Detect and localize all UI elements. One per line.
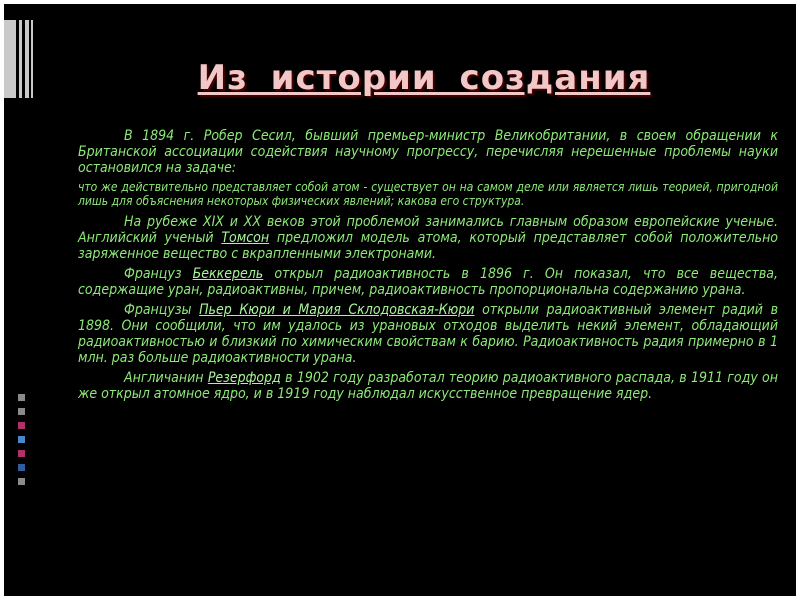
paragraph-6-text-end: в 1902 году разработал теорию радиоактивного распада, в 1911 году он же открыл атомное ядро, и в 1919 году наблюдал искусственное превращение ядер.: [78, 370, 778, 402]
deco-square: [18, 478, 25, 485]
paragraph-2-text: что же действительно представляет собой атом - существует он на самом деле или является лишь теорией, пригодной лишь для объяснения некоторых физических явлений; какова его структура.: [78, 180, 778, 208]
paragraph-3-text-end: предложил модель атома, который представляет собой положительно заряженное вещество с вкрапленными электронами.: [78, 230, 779, 262]
paragraph-1: [78, 128, 778, 176]
stripe: [19, 20, 22, 98]
stripe: [4, 20, 16, 98]
deco-square: [18, 408, 25, 415]
paragraph-5-text: Французы: [124, 302, 200, 318]
paragraph-4-text-end: открыл радиоактивность в 1896 г. Он показал, что все вещества, содержащие уран, радиоактивны, причем, радиоактивность пропорциональна содержанию урана.: [78, 266, 778, 298]
deco-square: [18, 464, 25, 471]
stripe: [31, 20, 33, 98]
decorative-squares: [18, 394, 26, 554]
paragraph-3-text: На рубеже XIX и XX веков этой проблемой занимались главным образом европейские ученые. Английский ученый: [78, 214, 778, 246]
deco-square: [18, 422, 25, 429]
paragraph-6: [78, 370, 778, 402]
paragraph-4-text: Француз: [124, 266, 193, 282]
slide: [4, 4, 796, 596]
deco-square: [18, 436, 25, 443]
paragraph-1-text: В 1894 г. Робер Сесил, бывший премьер-министр Великобритании, в своем обращении к Британской ассоциации содействия научному прогрессу, перечисляя нерешенные проблемы науки остановился на задаче:: [78, 128, 778, 176]
deco-square: [18, 450, 25, 457]
link-rutherford[interactable]: Резерфорд: [207, 370, 281, 386]
deco-square: [18, 394, 25, 401]
paragraph-4: [78, 266, 778, 298]
paragraph-5: [78, 302, 778, 366]
paragraph-2: [78, 180, 778, 208]
slide-title: Из истории создания: [197, 58, 651, 98]
paragraph-5-text-end: открыли радиоактивный элемент радий в 1898. Они сообщили, что им удалось из урановых отходов выделить некий элемент, обладающий радиоактивностью и близкий по химическим свойствам к барию. Радиоактивность радия примерно в 1 млн. раз больше радиоактивности урана.: [78, 302, 778, 366]
stripe: [25, 20, 29, 98]
slide-body: [78, 128, 778, 406]
paragraph-3: [78, 214, 778, 262]
decorative-stripes: [4, 20, 36, 98]
paragraph-6-text: Англичанин: [124, 370, 208, 386]
link-curie[interactable]: Пьер Кюри и Мария Склодовская-Кюри: [199, 302, 475, 318]
link-becquerel[interactable]: Беккерель: [192, 266, 264, 282]
link-thomson[interactable]: Томсон: [221, 230, 270, 246]
